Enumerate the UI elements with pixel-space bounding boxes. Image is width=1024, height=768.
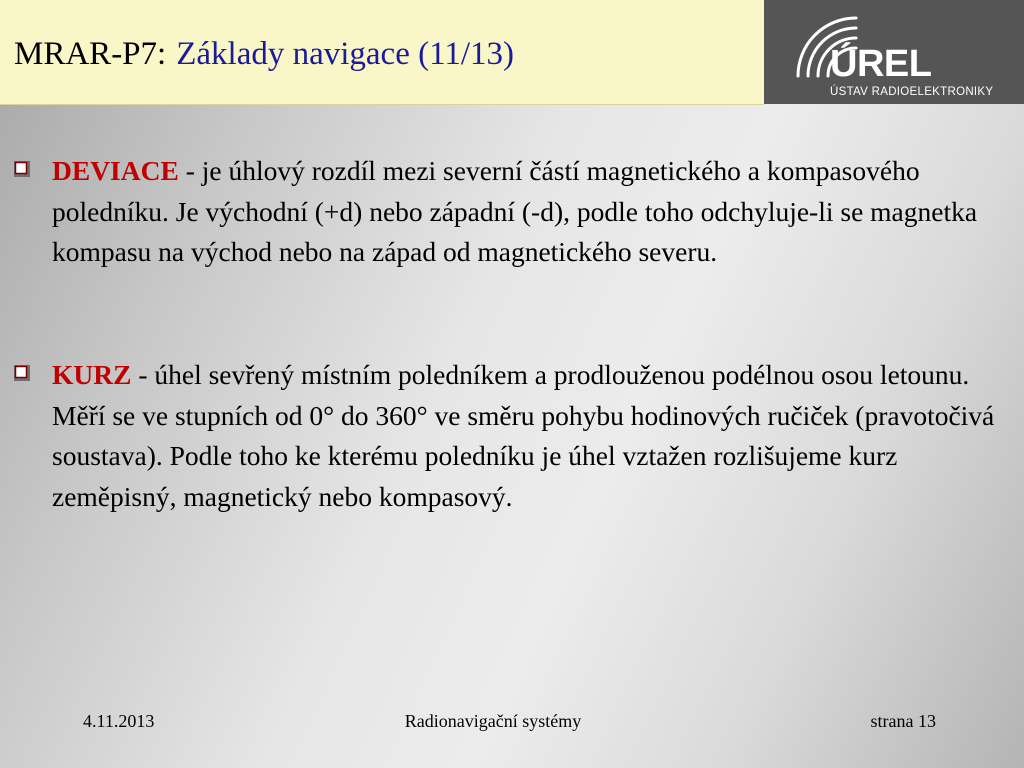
logo-subtitle: ÚSTAV RADIOELEKTRONIKY [830,86,994,98]
urel-logo [764,0,1024,104]
footer-title: Radionavigační systémy [404,711,582,731]
term-kurz: KURZ [52,359,132,390]
bullet-item-kurz [14,355,1004,517]
title-prefix: MRAR-P7: [14,36,167,72]
checkbox-bullet-icon [14,365,30,381]
bullet-text [52,151,1004,273]
term-deviace: DEVIACE [52,155,179,186]
title-main: Základy navigace (11/13) [176,36,515,72]
slide-header [0,0,764,105]
checkbox-bullet-icon [14,161,30,177]
definition-deviace: - je úhlový rozdíl mezi severní částí magnetického a kompasového poledníku. Je východní (+d) nebo západní (-d), podle toho odchyluje-li se magnetka kompasu na východ nebo na západ od magnetického severu. [52,155,978,267]
bullet-item-deviace [14,151,1004,273]
footer-page-number: strana 13 [870,711,936,731]
slide-title [14,34,514,74]
bullet-text [52,355,1004,517]
definition-kurz: - úhel sevřený místním poledníkem a prodlouženou podélnou osou letounu. Měří se ve stupních od 0° do 360° ve směru pohybu hodinových ručiček (pravotočivá soustava). Podle toho ke kterému poledníku je úhel vztažen rozlišujeme kurz zeměpisný, magnetický nebo kompasový. [52,359,995,512]
logo-name: ÚREL [830,43,932,85]
footer-date: 4.11.2013 [83,711,155,731]
